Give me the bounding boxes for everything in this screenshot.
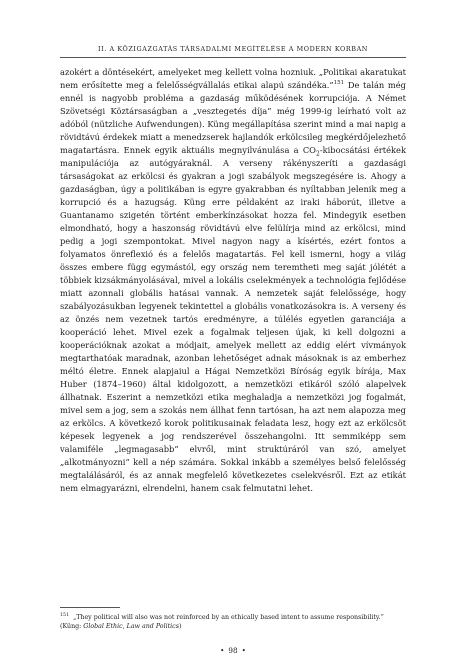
footnote-rule xyxy=(60,607,120,608)
ornament-dot: • xyxy=(220,646,225,655)
paragraph-part: azokért a döntésekért, amelyeket meg kellett volna hozniuk. „Politikai akaratukat nem erősítette meg a felelősségvállalás etikai alapú szándéka.” xyxy=(60,67,406,90)
body-text xyxy=(60,66,406,495)
page-number-line xyxy=(0,646,466,655)
footnote-text-end: ) xyxy=(178,623,182,630)
footnote xyxy=(60,613,406,631)
footnote-reference[interactable]: 151 xyxy=(333,80,345,87)
running-header: II. A KÖZIGAZGATÁS TÁRSADALMI MEGÍTÉLÉSE A MODERN KORBAN xyxy=(97,45,368,53)
page-number: 98 xyxy=(228,646,238,655)
paragraph xyxy=(60,66,406,495)
footnote-number: 151 xyxy=(60,612,70,618)
ornament-dot: • xyxy=(241,646,246,655)
header-rule xyxy=(60,57,406,58)
paragraph-part: De talán még ennél is nagyobb probléma a gazdaság működésének korrupciója. A Német Szövetségi Köztársaságban a „vesztegetés díja” még 1999-ig leírható volt az adóból (nützliche Aufwendungen). Küng megállapítása szerint mind a mai napig a rövidtávú érdekek miatt a menedzserek hajlandók erkölcsileg megkérdőjelezhető magatartásra. Ennek egyik aktuális megnyilvánulása a CO xyxy=(60,80,406,155)
subscript: 2 xyxy=(315,150,320,158)
paragraph-part: -kibocsátási értékek manipulációja az autógyáraknál. A verseny rákényszeríti a gazdasági társaságokat az erkölcsi és gyakran a jogi szabályok megszegésére is. Ahogy a gazdaságban, úgy a politikában is egyre gyakrabban és nyíltabban jelenik meg a korrupció és a hazugság. Küng erre példaként az iraki háborút, illetve a Guantanamo szigetén történt emberkínzásokat hozza fel. Mindegyik esetben elmondható, hogy a haszonság rövidtávú elve felülírja mind az erkölcsi, mind pedig a jogi szempontokat. Mivel nagyon nagy a kísértés, ezért fontos a folyamatos önreflexió és a felelős magatartás. Fel kell ismerni, hogy a világ összes embere függ egymástól, egy ország nem teremtheti meg saját jólétét a többiek kizsákmányolásával, mivel a lokális cselekmények a technológia fejlődése miatt azonnali globális hatásai vannak. A nemzetek saját felelőssége, hogy szabályozásukban legyenek tekintettel a globális vonatkozásokra is. A verseny és az önzés nem vezetnek tartós eredményre, a túlélés egyetlen garanciája a kooperáció lehet. Mivel ezek a fogalmak teljesen újak, ki kell dolgozni a kooperációknak azokat a módjait, amelyek mellett az eddig elért vívmányok megtarthatóak maradnak, azonban lehetőséget adnak másoknak is az emberhez méltó életre. Ennek alapjaiul a Hágai Nemzetközi Bíróság egyik bírája, Max Huber (1874–1960) által kidolgozott, a nemzetközi etikáról szóló alapelvek állhatnak. Eszerint a nemzetközi etika meghaladja a nemzetközi jog fogalmát, mivel sem a jog, sem a szokás nem állhat fenn tartósan, ha azt nem alapozza meg az erkölcs. A következő korok politikusainak feladata lesz, hogy ezt az erkölcsöt képesek legyenek a jog rendszerével összehangolni. Itt semmiképp sem valamiféle „legmagasabb” elvről, mint struktúráról van szó, amelyet „alkotmányozni” kell a nép számára. Sokkal inkább a személyes belső felelősség megtalálásáról, és az annak megfelelő következetes cselekvésről. Ezt az etikát nem elmagyarázni, elrendelni, hanem csak felmutatni lehet. xyxy=(60,145,406,493)
footnote-text: „They political will also was not reinforced by an ethically based intent to assume responsibility.” (Küng: xyxy=(60,614,384,630)
footnote-cited-title: Global Ethic, Law and Politics xyxy=(83,623,179,630)
